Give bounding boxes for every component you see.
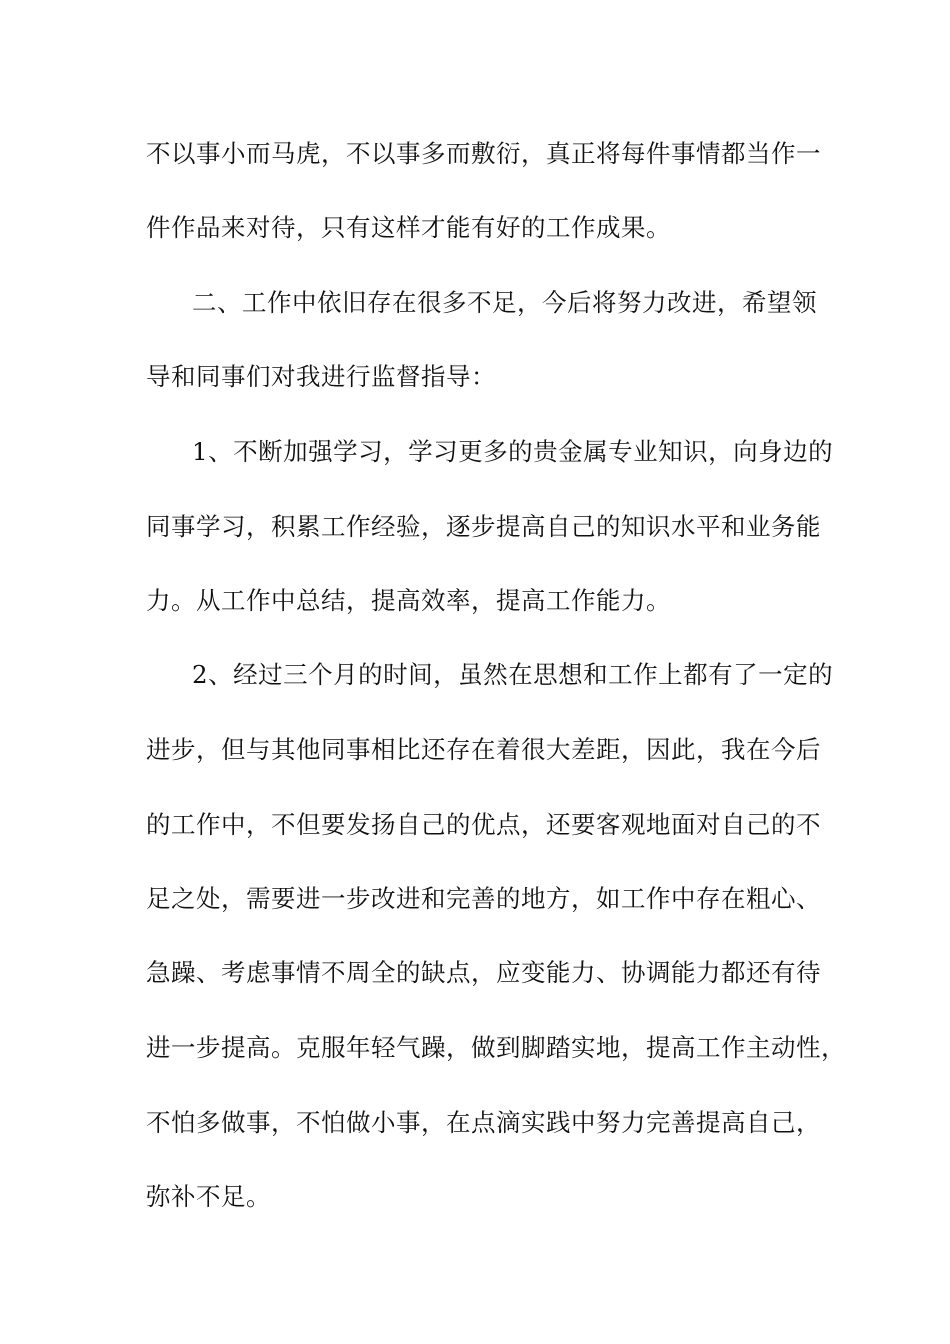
list-item-line: 足之处，需要进一步改进和完善的地方，如工作中存在粗心、 [146,884,821,913]
list-item-line: 2、经过三个月的时间，虽然在思想和工作上都有了一定的 [192,660,834,689]
list-item-line: 进步，但与其他同事相比还存在着很大差距，因此，我在今后 [146,735,821,764]
list-item-line: 力。从工作中总结，提高效率，提高工作能力。 [146,586,671,615]
list-item-line: 弥补不足。 [146,1182,271,1211]
paragraph-line: 不以事小而马虎，不以事多而敷衍，真正将每件事情都当作一 [146,139,821,168]
list-item-line: 不怕多做事，不怕做小事，在点滴实践中努力完善提高自己， [146,1108,821,1137]
section-heading-line: 二、工作中依旧存在很多不足，今后将努力改进，希望领 [192,288,817,317]
section-heading-line: 导和同事们对我进行监督指导： [146,362,496,391]
list-item-line: 急躁、考虑事情不周全的缺点，应变能力、协调能力都还有待 [146,958,821,987]
list-item-line: 进一步提高。克服年轻气躁，做到脚踏实地，提高工作主动性， [146,1033,846,1062]
paragraph-line: 件作品来对待，只有这样才能有好的工作成果。 [146,213,671,242]
list-item-line: 的工作中，不但要发扬自己的优点，还要客观地面对自己的不 [146,810,821,839]
list-item-line: 1、不断加强学习，学习更多的贵金属专业知识，向身边的 [192,437,834,466]
list-item-line: 同事学习，积累工作经验，逐步提高自己的知识水平和业务能 [146,512,821,541]
